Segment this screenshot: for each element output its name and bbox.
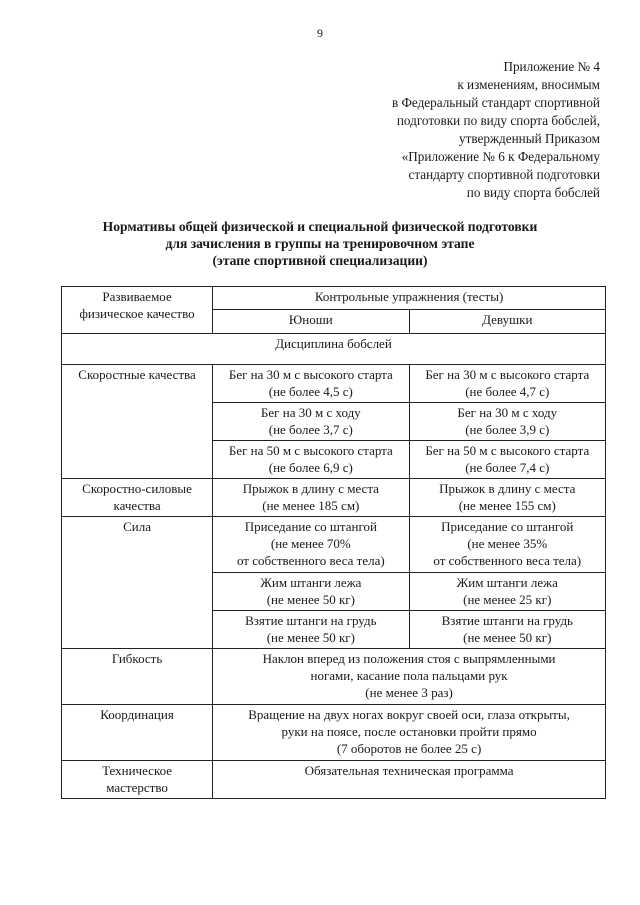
- appendix-line: к изменениям, вносимым: [457, 77, 600, 92]
- quality-coordination: Координация: [62, 705, 213, 761]
- test-name: Бег на 30 м с ходу: [260, 405, 361, 420]
- test-line: Наклон вперед из положения стоя с выпрямленными: [262, 651, 556, 666]
- test-line: руки на поясе, после остановки пройти прямо: [281, 724, 537, 739]
- test-norm: (не более 6,9 с): [268, 460, 353, 475]
- title-line: для зачисления в группы на тренировочном этапе: [165, 236, 475, 251]
- table-row: [62, 517, 606, 573]
- quality-speed: Скоростные качества: [62, 365, 213, 479]
- table-row: [62, 761, 606, 799]
- appendix-line: по виду спорта бобслей: [466, 185, 600, 200]
- test-line: (7 оборотов не более 25 с): [336, 741, 482, 756]
- test-norm: (не менее 50 кг): [266, 592, 355, 607]
- test-norm: (не более 7,4 с): [465, 460, 550, 475]
- quality-line: мастерство: [106, 780, 168, 795]
- quality-line: Скоростно-силовые: [82, 481, 192, 496]
- title-line: (этапе спортивной специализации): [212, 253, 428, 268]
- test-line: ногами, касание пола пальцами рук: [310, 668, 508, 683]
- test-name: Жим штанги лежа: [260, 575, 362, 590]
- page-number: 9: [317, 26, 323, 40]
- appendix-line: стандарту спортивной подготовки: [408, 167, 600, 182]
- header-quality-line: Развиваемое: [102, 289, 172, 304]
- test-name: Взятие штанги на грудь: [245, 613, 377, 628]
- header-quality-line: физическое качество: [79, 306, 195, 321]
- girls-test: [409, 573, 605, 611]
- quality-technique: [62, 761, 213, 799]
- header-boys: Юноши: [213, 310, 409, 334]
- appendix-line: в Федеральный стандарт спортивной: [391, 95, 600, 110]
- boys-test: [213, 441, 409, 479]
- test-name: Бег на 50 м с высокого старта: [425, 443, 590, 458]
- girls-test: [409, 479, 605, 517]
- boys-test: [213, 611, 409, 649]
- test-name: Бег на 30 м с ходу: [457, 405, 558, 420]
- boys-test: [213, 403, 409, 441]
- test-name: Бег на 50 м с высокого старта: [228, 443, 393, 458]
- test-norm: (не менее 50 кг): [266, 630, 355, 645]
- common-test: [213, 649, 606, 705]
- test-norm: (не менее 155 см): [458, 498, 556, 513]
- header-exercises: Контрольные упражнения (тесты): [213, 287, 606, 310]
- test-name: Бег на 30 м с высокого старта: [228, 367, 393, 382]
- appendix-reference: [270, 58, 600, 202]
- table-row: [62, 365, 606, 403]
- test-norm: (не более 4,7 с): [465, 384, 550, 399]
- test-norm: от собственного веса тела): [236, 553, 385, 568]
- appendix-line: подготовки по виду спорта бобслей,: [396, 113, 600, 128]
- quality-line: качества: [113, 498, 161, 513]
- girls-test: [409, 611, 605, 649]
- common-test: [213, 705, 606, 761]
- boys-test: [213, 573, 409, 611]
- test-norm: от собственного веса тела): [433, 553, 582, 568]
- boys-test: [213, 479, 409, 517]
- girls-test: [409, 517, 605, 573]
- appendix-line: утвержденный Приказом: [458, 131, 600, 146]
- quality-line: Техническое: [102, 763, 173, 778]
- norms-table: [61, 286, 606, 799]
- test-norm: (не более 3,7 с): [268, 422, 353, 437]
- test-name: Взятие штанги на грудь: [441, 613, 573, 628]
- test-name: Приседание со штангой: [244, 519, 377, 534]
- quality-flexibility: Гибкость: [62, 649, 213, 705]
- test-norm: (не менее 185 см): [262, 498, 360, 513]
- test-name: Прыжок в длину с места: [242, 481, 379, 496]
- boys-test: [213, 517, 409, 573]
- test-norm: (не менее 35%: [467, 536, 548, 551]
- title-line: Нормативы общей физической и специальной физической подготовки: [102, 219, 538, 234]
- document-title: [0, 218, 640, 269]
- test-norm: (не более 3,9 с): [465, 422, 550, 437]
- test-name: Прыжок в длину с места: [439, 481, 576, 496]
- quality-speed-strength: [62, 479, 213, 517]
- discipline-row: [62, 334, 606, 365]
- header-quality: [62, 287, 213, 334]
- girls-test: [409, 365, 605, 403]
- test-name: Жим штанги лежа: [456, 575, 558, 590]
- table-row: [62, 649, 606, 705]
- test-norm: (не более 4,5 с): [268, 384, 353, 399]
- test-name: Бег на 30 м с высокого старта: [425, 367, 590, 382]
- test-norm: (не менее 70%: [270, 536, 351, 551]
- girls-test: [409, 403, 605, 441]
- header-girls: Девушки: [409, 310, 605, 334]
- test-line: (не менее 3 раз): [365, 685, 453, 700]
- boys-test: [213, 365, 409, 403]
- appendix-line: «Приложение № 6 к Федеральному: [401, 149, 600, 164]
- test-name: Приседание со штангой: [441, 519, 574, 534]
- test-norm: (не менее 25 кг): [463, 592, 552, 607]
- quality-strength: Сила: [62, 517, 213, 649]
- discipline-label: Дисциплина бобслей: [62, 334, 606, 365]
- appendix-line: Приложение № 4: [503, 59, 600, 74]
- table-header-row: [62, 287, 606, 310]
- table-row: [62, 479, 606, 517]
- common-test: Обязательная техническая программа: [213, 761, 606, 799]
- test-line: Вращение на двух ногах вокруг своей оси, глаза открыты,: [248, 707, 570, 722]
- table-row: [62, 705, 606, 761]
- test-norm: (не менее 50 кг): [463, 630, 552, 645]
- girls-test: [409, 441, 605, 479]
